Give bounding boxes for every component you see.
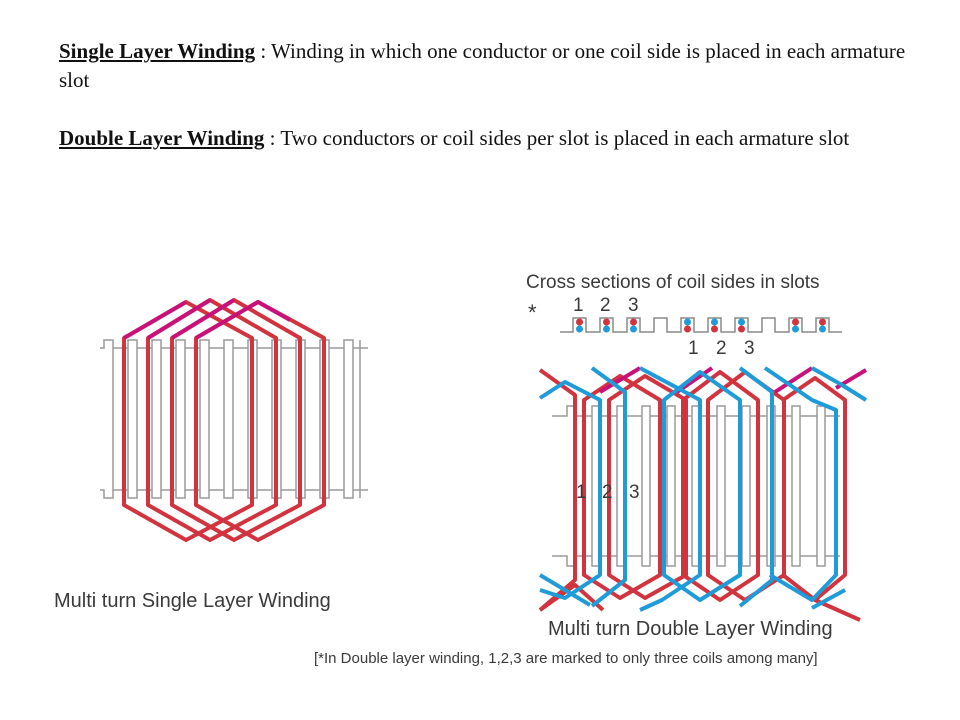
bottom-slot-number-3: 3 bbox=[744, 338, 755, 359]
single-layer-slots bbox=[100, 340, 368, 498]
conductor-1a bbox=[576, 319, 583, 326]
single-layer-term: Single Layer Winding bbox=[59, 39, 256, 63]
top-slot-number-3: 3 bbox=[628, 295, 639, 316]
coil-number-1: 1 bbox=[576, 482, 587, 503]
conductor-3b bbox=[630, 326, 637, 333]
single-layer-text: Winding in which one conductor or one coil side is placed in each armature slot bbox=[59, 39, 906, 92]
conductor-4b bbox=[684, 326, 691, 333]
coil-number-2: 2 bbox=[602, 482, 613, 503]
conductor-2a bbox=[603, 319, 610, 326]
conductor-3a bbox=[630, 319, 637, 326]
conductor-6b bbox=[738, 326, 745, 333]
coil-number-3: 3 bbox=[629, 482, 640, 503]
conductor-7b bbox=[792, 326, 799, 333]
single-layer-caption: Multi turn Single Layer Winding bbox=[54, 590, 331, 612]
conductor-4a bbox=[684, 319, 691, 326]
top-slot-number-2: 2 bbox=[600, 295, 611, 316]
conductor-7a bbox=[792, 319, 799, 326]
slot-cross-section bbox=[560, 318, 842, 332]
conductor-8b bbox=[819, 326, 826, 333]
conductor-2b bbox=[603, 326, 610, 333]
conductor-8a bbox=[819, 319, 826, 326]
conductor-6a bbox=[738, 319, 745, 326]
double-layer-slots bbox=[552, 406, 840, 566]
conductor-1b bbox=[576, 326, 583, 333]
footnote: [*In Double layer winding, 1,2,3 are marked to only three coils among many] bbox=[314, 650, 818, 667]
top-slot-number-1: 1 bbox=[573, 295, 584, 316]
bottom-slot-number-1: 1 bbox=[688, 338, 699, 359]
double-layer-separator: : bbox=[264, 126, 281, 150]
bottom-slot-number-2: 2 bbox=[716, 338, 727, 359]
red-coil-2 bbox=[584, 376, 660, 598]
conductor-5b bbox=[711, 326, 718, 333]
double-layer-caption: Multi turn Double Layer Winding bbox=[548, 618, 833, 640]
double-layer-term: Double Layer Winding bbox=[59, 126, 265, 150]
blue-coil-3 bbox=[640, 368, 700, 610]
single-layer-separator: : bbox=[255, 39, 272, 63]
double-layer-text: Two conductors or coil sides per slot is placed in each armature slot bbox=[280, 126, 850, 150]
asterisk: * bbox=[528, 300, 537, 325]
conductor-5a bbox=[711, 319, 718, 326]
cross-section-title: Cross sections of coil sides in slots bbox=[526, 272, 820, 293]
